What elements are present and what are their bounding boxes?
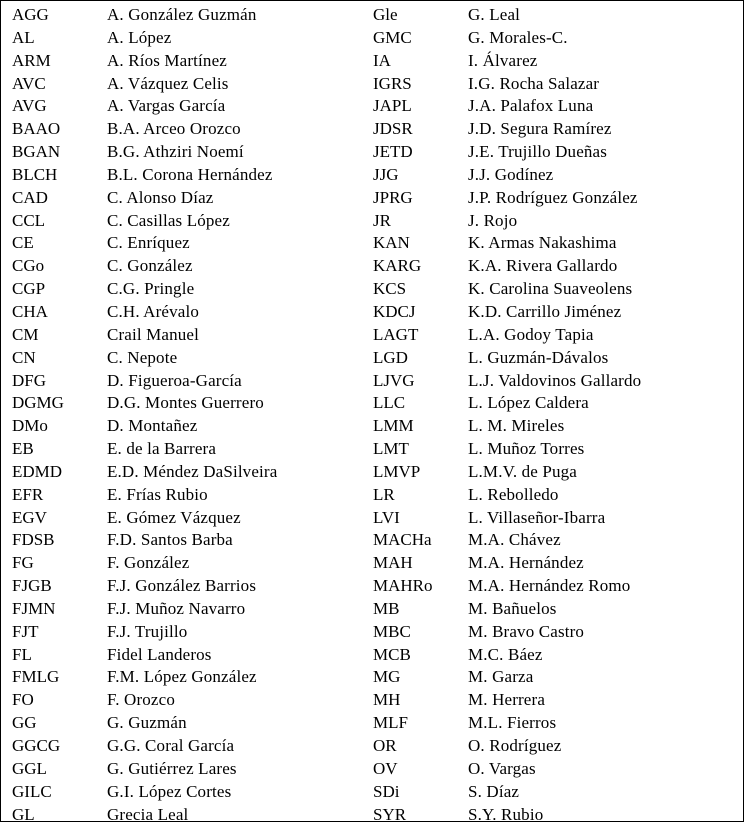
collector-abbreviation: FO xyxy=(12,690,34,710)
collector-name: F.M. López González xyxy=(107,667,257,687)
collector-abbreviation: IA xyxy=(373,50,391,70)
collector-name: J.D. Segura Ramírez xyxy=(468,119,612,139)
table-row xyxy=(12,689,277,712)
collector-abbreviation: LMVP xyxy=(373,461,421,481)
collector-abbreviation: LLC xyxy=(373,393,406,413)
collector-name: M.C. Báez xyxy=(468,644,543,664)
table-row xyxy=(373,4,641,27)
table-row xyxy=(12,438,277,461)
table-row xyxy=(12,758,277,781)
table-row xyxy=(373,484,641,507)
collector-name: K.D. Carrillo Jiménez xyxy=(468,301,622,321)
table-row xyxy=(373,621,641,644)
table-row xyxy=(373,781,641,804)
collector-abbreviation: IGRS xyxy=(373,73,412,93)
table-row xyxy=(373,278,641,301)
table-row xyxy=(12,4,277,27)
collector-abbreviation: SDi xyxy=(373,781,400,801)
table-row xyxy=(12,598,277,621)
collector-name: M.A. Hernández Romo xyxy=(468,576,631,596)
collector-name: C. González xyxy=(107,256,193,276)
table-row xyxy=(373,392,641,415)
collector-abbreviation: LR xyxy=(373,484,395,504)
table-row xyxy=(373,438,641,461)
collector-name: C.G. Pringle xyxy=(107,279,195,299)
collector-abbreviation: CM xyxy=(12,324,39,344)
collector-name: E. Frías Rubio xyxy=(107,484,208,504)
collector-name: L. Guzmán-Dávalos xyxy=(468,347,609,367)
table-row xyxy=(373,758,641,781)
collector-abbreviation: DFG xyxy=(12,370,47,390)
table-row xyxy=(12,95,277,118)
collector-abbreviation: JETD xyxy=(373,142,413,162)
table-row xyxy=(373,689,641,712)
collector-name: S. Díaz xyxy=(468,781,520,801)
collector-name: G.I. López Cortes xyxy=(107,781,232,801)
table-row xyxy=(373,415,641,438)
collector-name: L. Rebolledo xyxy=(468,484,559,504)
collector-abbreviation: LMT xyxy=(373,439,409,459)
collector-abbreviation: MAHRo xyxy=(373,576,433,596)
collector-abbreviation: EGV xyxy=(12,507,47,527)
table-row xyxy=(373,73,641,96)
table-row xyxy=(373,598,641,621)
collector-abbreviation: CGo xyxy=(12,256,45,276)
collector-abbreviation: FL xyxy=(12,644,32,664)
collector-name: L. López Caldera xyxy=(468,393,589,413)
collector-abbreviation: MACHa xyxy=(373,530,432,550)
collector-name: Grecia Leal xyxy=(107,804,189,824)
collector-abbreviation: AVC xyxy=(12,73,46,93)
table-row xyxy=(12,255,277,278)
collector-name: K.A. Rivera Gallardo xyxy=(468,256,618,276)
table-row xyxy=(373,164,641,187)
collector-abbreviation: JDSR xyxy=(373,119,413,139)
collector-name: A. Vázquez Celis xyxy=(107,73,229,93)
collector-name: O. Rodríguez xyxy=(468,736,562,755)
collector-name: Crail Manuel xyxy=(107,324,199,344)
table-row xyxy=(373,50,641,73)
table-row xyxy=(373,27,641,50)
collector-abbreviation: EFR xyxy=(12,484,44,504)
collector-name: M. Bañuelos xyxy=(468,598,557,618)
collector-abbreviation: MCB xyxy=(373,644,411,664)
table-row xyxy=(12,324,277,347)
collector-name: M. Herrera xyxy=(468,690,546,710)
table-row xyxy=(373,324,641,347)
collector-abbreviation: JPRG xyxy=(373,187,413,207)
table-row xyxy=(12,415,277,438)
collector-name: Fidel Landeros xyxy=(107,644,212,664)
collector-abbreviation: CHA xyxy=(12,301,48,321)
collector-name: M.L. Fierros xyxy=(468,713,557,733)
table-row xyxy=(373,575,641,598)
table-row xyxy=(373,735,641,758)
table-row xyxy=(373,301,641,324)
collector-abbreviation: MBC xyxy=(373,621,411,641)
collector-name: L.A. Godoy Tapia xyxy=(468,324,594,344)
collector-abbreviation: LVI xyxy=(373,507,400,527)
table-row xyxy=(373,255,641,278)
table-row xyxy=(12,712,277,735)
collector-abbreviation: LAGT xyxy=(373,324,419,344)
table-row xyxy=(373,210,641,233)
collector-abbreviation: MAH xyxy=(373,553,413,573)
collector-abbreviation: EDMD xyxy=(12,461,63,481)
collector-abbreviation: AGG xyxy=(12,5,49,24)
collector-name: J. Rojo xyxy=(468,210,518,230)
collector-name: I. Álvarez xyxy=(468,50,538,70)
table-row xyxy=(373,95,641,118)
table-row xyxy=(12,781,277,804)
collector-name: J.E. Trujillo Dueñas xyxy=(468,142,608,162)
collector-abbreviation: Gle xyxy=(373,5,398,24)
table-row xyxy=(12,278,277,301)
collector-abbreviation: MG xyxy=(373,667,401,687)
collector-name: M. Garza xyxy=(468,667,534,687)
collector-abbreviation: FJGB xyxy=(12,576,52,596)
collector-name: A. Ríos Martínez xyxy=(107,50,227,70)
collector-abbreviation: CE xyxy=(12,233,34,253)
table-row xyxy=(12,164,277,187)
collector-abbreviation: MH xyxy=(373,690,401,710)
collector-abbreviation: LJVG xyxy=(373,370,415,390)
table-row xyxy=(12,621,277,644)
table-row xyxy=(373,347,641,370)
table-row xyxy=(12,210,277,233)
collector-abbreviation: CAD xyxy=(12,187,48,207)
collector-name: E. de la Barrera xyxy=(107,439,217,459)
table-row xyxy=(12,552,277,575)
table-row xyxy=(373,232,641,255)
collector-name: G.G. Coral García xyxy=(107,736,235,755)
table-row xyxy=(12,507,277,530)
left-column xyxy=(12,4,277,826)
collector-name: C. Alonso Díaz xyxy=(107,187,214,207)
collector-abbreviation: ARM xyxy=(12,50,51,70)
collector-abbreviation: FMLG xyxy=(12,667,60,687)
collector-abbreviation: JJG xyxy=(373,164,399,184)
collector-abbreviation: DMo xyxy=(12,416,48,436)
collector-abbreviation: GGCG xyxy=(12,736,61,755)
collector-name: L. M. Mireles xyxy=(468,416,565,436)
collector-name: D. Figueroa-García xyxy=(107,370,242,390)
collector-abbreviation: MB xyxy=(373,598,400,618)
collector-name: F.J. Trujillo xyxy=(107,621,188,641)
collector-abbreviation: OV xyxy=(373,758,398,778)
collector-name: E.D. Méndez DaSilveira xyxy=(107,461,278,481)
collector-name: B.L. Corona Hernández xyxy=(107,164,273,184)
table-row xyxy=(12,370,277,393)
collector-name: I.G. Rocha Salazar xyxy=(468,73,600,93)
table-row xyxy=(373,187,641,210)
collector-abbreviation: KARG xyxy=(373,256,422,276)
collector-name: F.D. Santos Barba xyxy=(107,530,233,550)
collector-abbreviation: GMC xyxy=(373,27,412,47)
collector-name: F.J. Muñoz Navarro xyxy=(107,598,246,618)
collector-abbreviation: KCS xyxy=(373,279,407,299)
collector-name: G. Gutiérrez Lares xyxy=(107,758,237,778)
right-column xyxy=(373,4,641,826)
table-row xyxy=(12,50,277,73)
collector-abbreviation: MLF xyxy=(373,713,408,733)
table-row xyxy=(373,529,641,552)
table-row xyxy=(373,804,641,826)
collector-name: S.Y. Rubio xyxy=(468,804,544,824)
collector-name: C. Enríquez xyxy=(107,233,190,253)
collector-abbreviation: SYR xyxy=(373,804,407,824)
collector-abbreviation: AVG xyxy=(12,96,47,116)
table-row xyxy=(373,507,641,530)
collector-abbreviation: GILC xyxy=(12,781,52,801)
collector-abbreviation: EB xyxy=(12,439,34,459)
collector-abbreviation: KDCJ xyxy=(373,301,416,321)
table-row xyxy=(12,804,277,826)
table-row xyxy=(12,73,277,96)
table-row xyxy=(373,370,641,393)
collector-abbreviation: GL xyxy=(12,804,35,824)
collector-abbreviation: JR xyxy=(373,210,391,230)
collector-name: A. González Guzmán xyxy=(107,5,257,24)
collector-name: E. Gómez Vázquez xyxy=(107,507,241,527)
table-row xyxy=(373,552,641,575)
table-row xyxy=(12,141,277,164)
table-row xyxy=(12,575,277,598)
collector-abbreviation: GG xyxy=(12,713,37,733)
table-row xyxy=(12,735,277,758)
table-row xyxy=(12,461,277,484)
collector-name: F. Orozco xyxy=(107,690,175,710)
table-row xyxy=(12,666,277,689)
table-row xyxy=(373,461,641,484)
collector-name: B.A. Arceo Orozco xyxy=(107,119,241,139)
collector-name: C.H. Arévalo xyxy=(107,301,199,321)
collector-name: D. Montañez xyxy=(107,416,198,436)
table-row xyxy=(373,712,641,735)
collector-name: K. Armas Nakashima xyxy=(468,233,617,253)
collector-name: L.M.V. de Puga xyxy=(468,461,577,481)
collector-name: J.A. Palafox Luna xyxy=(468,96,594,116)
collector-abbreviation: AL xyxy=(12,27,35,47)
collector-name: M.A. Chávez xyxy=(468,530,561,550)
collector-name: K. Carolina Suaveolens xyxy=(468,279,633,299)
table-row xyxy=(12,644,277,667)
collector-name: J.P. Rodríguez González xyxy=(468,187,638,207)
table-row xyxy=(12,347,277,370)
collector-abbreviation: CN xyxy=(12,347,36,367)
table-row xyxy=(12,301,277,324)
collector-name: F. González xyxy=(107,553,190,573)
collector-abbreviation: CGP xyxy=(12,279,46,299)
collector-name: F.J. González Barrios xyxy=(107,576,257,596)
collector-name: M. Bravo Castro xyxy=(468,621,585,641)
collector-name: B.G. Athziri Noemí xyxy=(107,142,244,162)
collector-abbreviation: GGL xyxy=(12,758,47,778)
collector-abbreviation: BAAO xyxy=(12,119,61,139)
collector-abbreviation: DGMG xyxy=(12,393,64,413)
collector-name: L. Muñoz Torres xyxy=(468,439,585,459)
collector-name: C. Casillas López xyxy=(107,210,230,230)
collector-abbreviation: FJMN xyxy=(12,598,56,618)
collector-name: A. Vargas García xyxy=(107,96,226,116)
collector-abbreviation: KAN xyxy=(373,233,410,253)
collector-name: A. López xyxy=(107,27,172,47)
collector-abbreviation: LMM xyxy=(373,416,414,436)
collector-name: J.J. Godínez xyxy=(468,164,554,184)
collector-name: L. Villaseñor-Ibarra xyxy=(468,507,606,527)
table-row xyxy=(373,644,641,667)
collector-abbreviation: BLCH xyxy=(12,164,58,184)
collector-name: O. Vargas xyxy=(468,758,536,778)
collector-name: L.J. Valdovinos Gallardo xyxy=(468,370,642,390)
table-row xyxy=(12,484,277,507)
collector-abbreviation: LGD xyxy=(373,347,408,367)
collector-abbreviation: BGAN xyxy=(12,142,61,162)
collector-name: G. Guzmán xyxy=(107,713,187,733)
table-row xyxy=(373,666,641,689)
table-row xyxy=(12,392,277,415)
collector-name: M.A. Hernández xyxy=(468,553,584,573)
collector-abbreviation: JAPL xyxy=(373,96,412,116)
collector-name: C. Nepote xyxy=(107,347,178,367)
table-row xyxy=(373,141,641,164)
collector-abbreviation: CCL xyxy=(12,210,46,230)
collector-name: G. Leal xyxy=(468,5,521,24)
table-row xyxy=(12,118,277,141)
collector-abbreviation: FJT xyxy=(12,621,39,641)
collector-abbreviation: FG xyxy=(12,553,34,573)
table-row xyxy=(12,187,277,210)
table-row xyxy=(373,118,641,141)
table-row xyxy=(12,529,277,552)
collector-abbreviation: OR xyxy=(373,736,397,755)
table-row xyxy=(12,27,277,50)
collector-name: D.G. Montes Guerrero xyxy=(107,393,264,413)
collector-abbreviation: FDSB xyxy=(12,530,55,550)
collector-name: G. Morales-C. xyxy=(468,27,568,47)
table-row xyxy=(12,232,277,255)
